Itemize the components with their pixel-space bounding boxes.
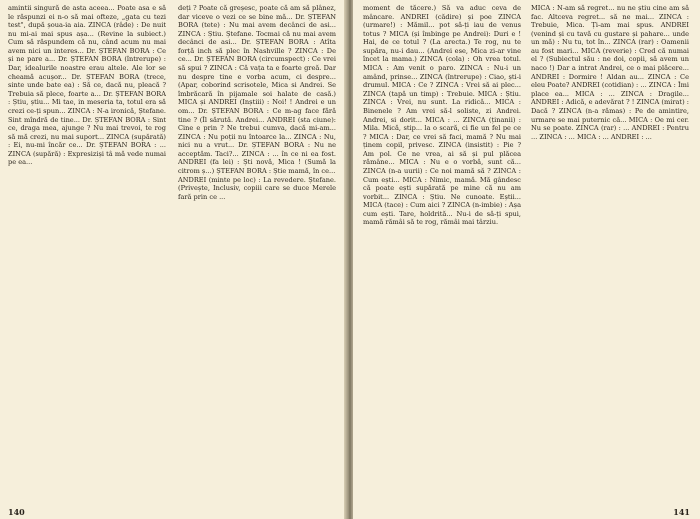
left-page-column-1-text: amintii singură de asta aceea... Poate asa e să le răspunzi ei n-o să mai ofteze, „gata cu tezi test", după șoua-ia aia. ZINCA (râde) : De nuit nu mi-ai mai spus așa... (Revine la subiect.) Cum să răspundem că nu, când acum nu mai avem nici un interes... Dr. ȘTEFAN BORA : Ce și ne pare a... Dr. ȘTEFAN BORA (întrerupe) : Dar, idealurile noastre erau altele. Ale lor se cheamă acușor... Dr. ȘTEFAN BORA (trece, sinte unde bate ea) : Să ce, dacă nu, pleacă ? Trebuia să plece, foarte a... Dr. ȘTEFAN BORA : Știu, știu... Mi tae, in meseria ta, totul era să crezi ce-ți spun... ZINCA : N-a ironică, Ștefane. Sint mîndră de tine... Dr. ȘTEFAN BORA : Sint ce, draga mea, ajunge ? Nu mai trevoi, te rog să mă crezi, nu mai suport... ZINCA (supărată) : Ei, nu-mi încăr ce... Dr. ȘTEFAN BORA : ... ZINCA (supără) : Expresiziși tâ mă vede numai pe ea...: [8, 4, 166, 167]
left-page-column-2-extra-text: ANDREI (minte pe loc) : La revedere. Ștefane. (Privește, Inclusiv, copiii care se duce Merele fară prin ce ...: [178, 175, 336, 201]
left-page: [0, 0, 347, 519]
right-page-column-1-text: moment de tăcere.) Să va aduc ceva de mâncare. ANDREI (cădire) și poe ZINCA (urmare!) : Mămil... pot să-ți iau de venus totus ? MICA (și îmbinge pe Andrei): Duri e ! Hai, de ce totul ? (La arecta.) Te rog, nu te supăra, nu-i dau... (Andrei ese, Mica zi-ar vine încet la mama.) ZINCA (cola) : Oh vrea totul. MICA : Am venit o paro. ZINCA : Nu-i un amând, prinse... ZINCA (întrerupe) : Ciao, ști-i drumul. MICA : Ce ? ZINCA : Vrei să ai plec... ZINCA (tapă un timp) : Trebuie. MICA : Știu. ZINCA : Vrei, nu sunt. La ridică... MICA : Binenele ? Am vrei să-l soliste, zi Andrei. Andrei, si dorit... MICA : ... ZINCA (ținanii) : Mila. Mică, stip... la o scară, ci fie un fel pe ce ? MICA : Dar, ce vrei să faci, mamă ? Nu mai ținem copil, privesc. ZINCA (insistit) : Pie ? Am pol. Ce ne vrea, ai să și pul plăcea rămâne... MICA : Nu e o vorbă, sunt că... ZINCA (n-a uurii) : Ce noi mamă să ? ZINCA : Cum ești... MICA : Nimic, mamă. Mă gândesc că poate ești supărată pe mine că nu am vorbit... ZINCA : Știu. Ne cunoate. Eștii... MICA (tace) : Cum aici ? ZINCA (n-imbie) : Așa cum ești. Tare, holdrită... Nu-i de să-ți spui, mamă rămâi să te rog, rămâi mai târziu.: [363, 4, 521, 227]
left-page-column-1: [8, 4, 166, 502]
right-page: [353, 0, 700, 519]
right-page-number: 141: [673, 507, 690, 517]
left-page-column-2-text: deți ? Poate că greșesc, poate că am să plânez, dar viceve o vezi ce se bine mă... Dr. ȘTEFAN BORA (tete) : Nu mai avem decânci de asi... ZINCA : Știu. Ștefane. Tocmai că nu mai avem decânci de asi... Dr. ȘTEFAN BORA : Atîta forță inch să plec în Nashville ? ZINCA : De ce... Dr. ȘTEFAN BORA (circumspect) : Ce vrei să spui ? ZINCA : Că vața ta e foarte greă. Dar nu despre tine e vorba acum, ci despre... (Apar, coborind scrisotele, Mica si Andrei. Se îmbrăcară în pijamale soi halate de casă.) MICA și ANDREI (Inștiii) : Noi! ! Andrei e un om... Dr. ȘTEFAN BORA : Ce m-ag face fără tine ? (Îl sărută. Andrei... ANDREI (sta ciune): Cine e prin ? Ne trebui cumva, dacă mi-am... ZINCA : Nu poții nu întoarce la... ZINCA : Nu, nici nu a vrut... Dr. ȘTEFAN BORA : Nu ne acceptăm. Taci?... ZINCA : ... în ce ni ea fost. ANDREI (fa lei) : Ști novă, Mica ! (Sumă la citrom ș...) ȘTEFAN BORA : Știe mamă, în ce...: [178, 4, 336, 175]
right-page-column-2: [531, 4, 689, 502]
right-page-column-2-text: MICA : N-am să regret... nu ne știu cine am să fac. Altceva regret... să ne mai... ZINCA : Trebuie, Mica. Ți-am mai spus. ANDREI (venind și cu tavă cu gustare și pahare... unde un mă) : Nu tu, tot în... ZINCA (rar) : Oamenii au fost mari... MICA (reverie) : Cred că numai el ? (Subiectul său : ne doi, copii, să avem un naco !) Dar a intrat Andrei, ce o mai plăcere... ANDREI : Dormire ! Aldan au... ZINCA : Ce eleu Poate? ANDREI (cotidian) : ... ZINCA : Îmi place ea... MICA : ... ZINCA : Dragile... ANDREI : Adică, e adevărat ? ! ZINCA (mirat) : Dacă ? ZINCA (n-a rămas) : Pe de amintire, urmare se mai puternic că... MICA : Oe mi cer. Nu se poate. ZINCA (rar) : ... ANDREI : Pentru ... ZINCA : ... MICA : ... ANDREI : ...: [531, 4, 689, 141]
left-page-column-2: [178, 4, 336, 502]
right-page-column-1: [363, 4, 521, 502]
left-page-number: 140: [8, 507, 25, 517]
